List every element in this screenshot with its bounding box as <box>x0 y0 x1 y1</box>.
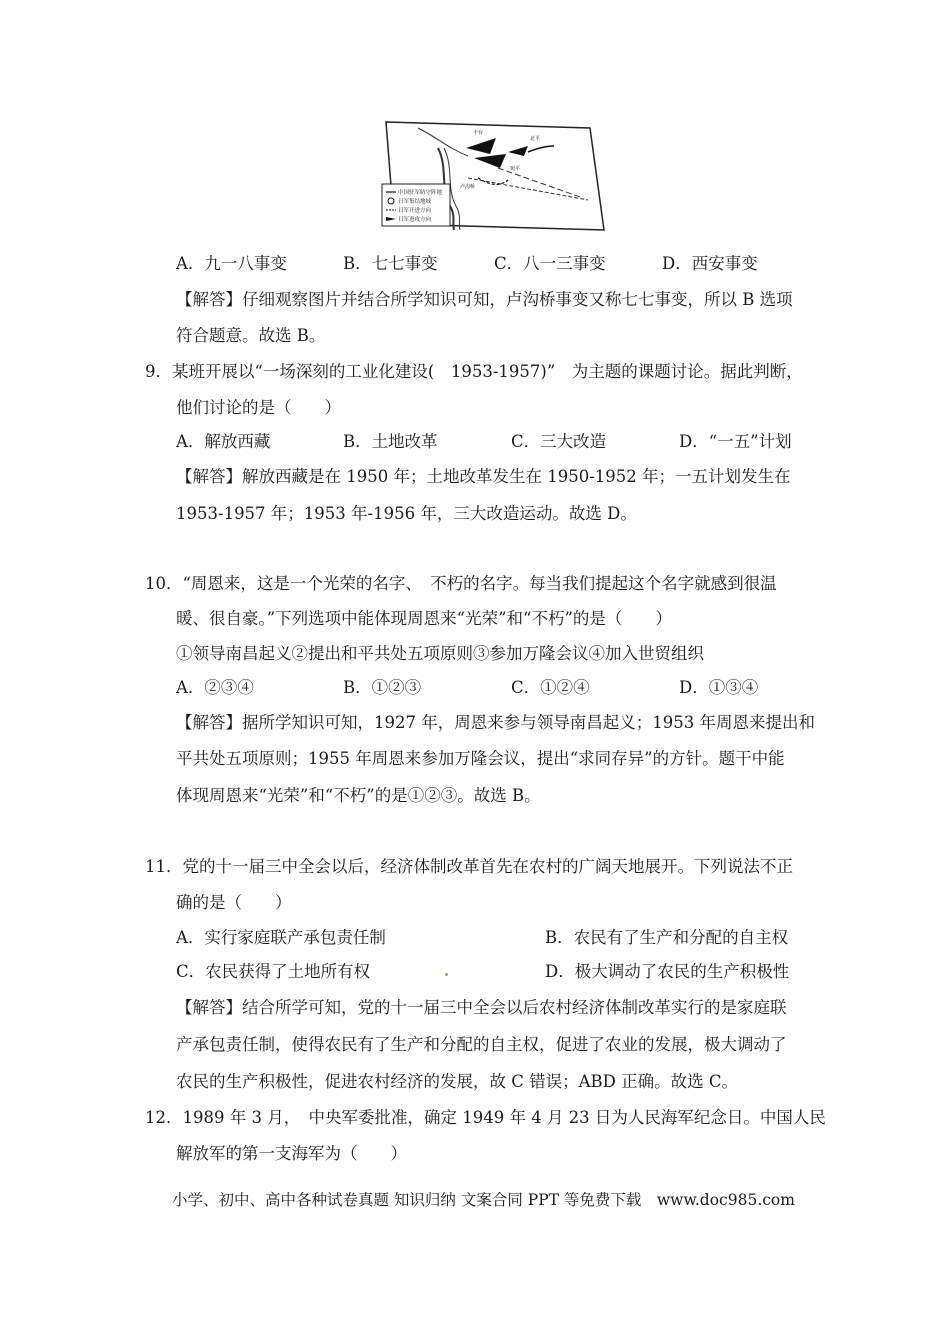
q9-option-a: A．解放西藏 <box>176 432 271 451</box>
map-legend-item: 日军集结地域 <box>398 199 432 205</box>
q10-stem-line: 10．“周恩来，这是一个光荣的名字、 不朽的名字。每当我们提起这个名字就感到很温 <box>145 574 777 593</box>
q10-option-c: C．①②④ <box>511 678 590 697</box>
q10-stem-line: 暖、很自豪。”下列选项中能体现周恩来“光荣”和“不朽”的是（ ） <box>176 609 672 628</box>
map-label-lugouqiao: 卢沟桥 <box>460 184 476 190</box>
q9-option-c: C．三大改造 <box>511 432 607 451</box>
q10-answer-line: 平共处五项原则；1955 年周恩来参加万隆会议，提出“求同存异”的方针。题干中能 <box>176 749 785 768</box>
q10-answer-line: 【解答】据所学知识可知，1927 年，周恩来参与领导南昌起义；1953 年周恩来提出和 <box>176 713 815 732</box>
q10-option-b: B．①②③ <box>343 678 422 697</box>
map-label-wanping: 宛平 <box>510 166 521 172</box>
q8-option-c: C．八一三事变 <box>494 254 606 273</box>
q9-stem-line: 9．某班开展以“一场深刻的工业化建设( 1953-1957)” 为主题的课题讨论。据此判断， <box>145 362 803 381</box>
q11-answer-line: 【解答】结合所学可知，党的十一届三中全会以后农村经济体制改革实行的是家庭联 <box>176 998 787 1017</box>
q11-option-b: B．农民有了生产和分配的自主权 <box>545 928 789 947</box>
q12-stem-line: 12．1989 年 3 月， 中央军委批准，确定 1949 年 4 月 23 日为人民海军纪念日。中国人民 <box>145 1108 826 1127</box>
q10-option-d: D．①③④ <box>679 678 759 697</box>
q8-answer-line: 【解答】仔细观察图片并结合所学知识可知，卢沟桥事变又称七七事变，所以 B 选项 <box>176 290 793 309</box>
q9-option-d: D．“一五”计划 <box>679 432 792 451</box>
map-label-beiping: 北平 <box>530 136 541 142</box>
q10-stem-line: ①领导南昌起义②提出和平共处五项原则③参加万隆会议④加入世贸组织 <box>176 644 704 663</box>
map-legend-item: 中国驻军防守阵地 <box>398 190 443 196</box>
q8-option-a: A．九一八事变 <box>176 254 287 273</box>
q11-answer-line: 农民的生产积极性，促进农村经济的发展，故 C 错误；ABD 正确。故选 C。 <box>176 1072 738 1091</box>
q9-stem-line: 他们讨论的是（ ） <box>176 398 341 417</box>
map-legend-item: 日军进攻方向 <box>398 217 432 223</box>
q10-answer-line: 体现周恩来“光荣”和“不朽”的是①②③。故选 B。 <box>176 786 541 805</box>
q8-option-d: D．西安事变 <box>662 254 758 273</box>
stray-dot <box>445 973 448 976</box>
page-footer: 小学、初中、高中各种试卷真题 知识归纳 文案合同 PPT 等免费下载 www.doc985.com <box>172 1191 795 1209</box>
q8-answer-line: 符合题意。故选 B。 <box>176 326 326 345</box>
q9-answer-line: 【解答】解放西藏是在 1950 年；土地改革发生在 1950-1952 年；一五计划发生在 <box>176 467 791 486</box>
q8-option-b: B．七七事变 <box>343 254 438 273</box>
lugouqiao-map-figure <box>378 118 606 234</box>
q11-answer-line: 产承包责任制，使得农民有了生产和分配的自主权，促进了农业的发展，极大调动了 <box>176 1035 787 1054</box>
q10-option-a: A．②③④ <box>176 678 254 697</box>
q11-option-c: C．农民获得了土地所有权 <box>176 962 371 981</box>
map-label-fengtai: 丰台 <box>473 130 484 136</box>
q11-stem-line: 确的是（ ） <box>176 893 292 912</box>
q9-option-b: B．土地改革 <box>343 432 438 451</box>
q9-answer-line: 1953-1957 年；1953 年-1956 年，三大改造运动。故选 D。 <box>176 504 637 523</box>
q11-stem-line: 11．党的十一届三中全会以后，经济体制改革首先在农村的广阔天地展开。下列说法不正 <box>145 857 793 876</box>
q11-option-a: A．实行家庭联产承包责任制 <box>176 928 386 947</box>
q12-stem-line: 解放军的第一支海军为（ ） <box>176 1144 407 1163</box>
q11-option-d: D．极大调动了农民的生产积极性 <box>545 962 790 981</box>
map-legend-item: 日军开进方向 <box>398 208 432 214</box>
